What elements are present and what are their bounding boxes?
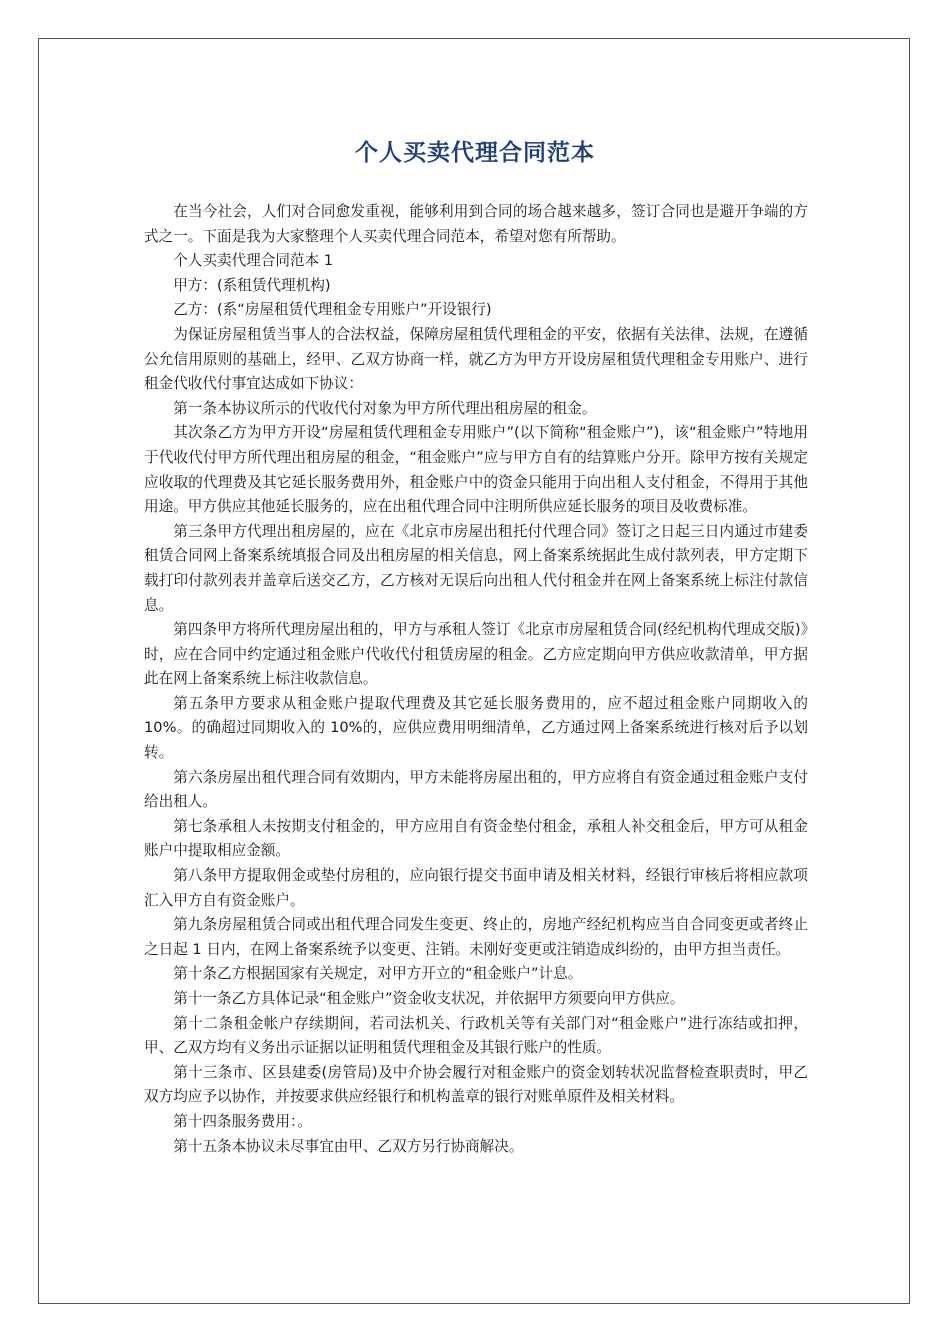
article-4: 第四条甲方将所代理房屋出租的，甲方与承租人签订《北京市房屋租赁合同(经纪机构代理成交版)》时，应在合同中约定通过租金账户代收代付租赁房屋的租金。乙方应定期向甲方供应收款清单，甲方据此在网上备案系统上标注收款信息。: [144, 621, 808, 688]
party-b: 乙方：(系“房屋租赁代理租金专用账户”开设银行): [173, 301, 492, 319]
article-10: 第十条乙方根据国家有关规定，对甲方开立的“租金账户”计息。: [173, 965, 583, 983]
article-15: 第十五条本协议未尽事宜由甲、乙双方另行协商解决。: [173, 1137, 524, 1155]
article-9: 第九条房屋租赁合同或出租代理合同发生变更、终止的，房地产经纪机构应当自合同变更或者终止之日起 1 日内，在网上备案系统予以变更、注销。未刚好变更或注销造成纠纷的，由甲方担当责任。: [144, 916, 808, 958]
intro-paragraph: 在当今社会，人们对合同愈发重视，能够利用到合同的场合越来越多，签订合同也是避开争端的方式之一。下面是我为大家整理个人买卖代理合同范本，希望对您有所帮助。: [144, 203, 808, 245]
section-heading: 个人买卖代理合同范本 1: [173, 252, 334, 270]
party-a: 甲方：(系租赁代理机构): [173, 276, 331, 294]
article-7: 第七条承租人未按期支付租金的，甲方应用自有资金垫付租金，承租人补交租金后，甲方可从租金账户中提取相应金额。: [144, 817, 808, 860]
preamble-paragraph: 为保证房屋租赁当事人的合法权益，保障房屋租赁代理租金的平安，依据有关法律、法规，在遵循公允信用原则的基础上，经甲、乙双方协商一样，就乙方为甲方开设房屋租赁代理租金专用账户、进行租金代收代付事宜达成如下协议：: [144, 325, 808, 393]
document-title: 个人买卖代理合同范本: [355, 140, 595, 166]
article-3: 第三条甲方代理出租房屋的，应在《北京市房屋出租托付代理合同》签订之日起三日内通过市建委租赁合同网上备案系统填报合同及出租房屋的相关信息，网上备案系统据此生成付款列表，甲方定期下载打印付款列表并盖章后送交乙方，乙方核对无误后向出租人代付租金并在网上备案系统上标注付款信息。: [144, 522, 808, 614]
article-5: 第五条甲方要求从租金账户提取代理费及其它延长服务费用的，应不超过租金账户同期收入的 10%。的确超过同期收入的 10%的，应供应费用明细清单，乙方通过网上备案系统进行核对后予以划转。: [144, 694, 808, 762]
article-1: 第一条本协议所示的代收代付对象为甲方所代理出租房屋的租金。: [173, 399, 597, 417]
article-6: 第六条房屋出租代理合同有效期内，甲方未能将房屋出租的，甲方应将自有资金通过租金账户支付给出租人。: [144, 768, 808, 811]
article-13: 第十三条市、区县建委(房管局)及中介协会履行对租金账户的资金划转状况监督检查职责时，甲乙双方均应予以协作，并按要求供应经银行和机构盖章的银行对账单原件及相关材料。: [144, 1063, 808, 1106]
document-body: [144, 200, 808, 1159]
article-14: 第十四条服务费用：。: [173, 1112, 312, 1130]
article-2: 其次条乙方为甲方开设“房屋租赁代理租金专用账户”(以下简称“租金账户”)，该“租金账户”特地用于代收代付甲方所代理出租房屋的租金，“租金账户”应与甲方自有的结算账户分开。除甲方按有关规定应收取的代理费及其它延长服务费用外，租金账户中的资金只能用于向出租人支付租金，不得用于其他用途。甲方供应其他延长服务的，应在出租代理合同中注明所供应延长服务的项目及收费标准。: [144, 424, 808, 516]
article-11: 第十一条乙方具体记录“租金账户”资金收支状况，并依据甲方须要向甲方供应。: [173, 990, 685, 1007]
article-12: 第十二条租金帐户存续期间，若司法机关、行政机关等有关部门对“租金账户”进行冻结或扣押，甲、乙双方均有义务出示证据以证明租赁代理租金及其银行账户的性质。: [144, 1014, 808, 1057]
article-8: 第八条甲方提取佣金或垫付房租的，应向银行提交书面申请及相关材料，经银行审核后将相应款项汇入甲方自有资金账户。: [144, 867, 808, 909]
